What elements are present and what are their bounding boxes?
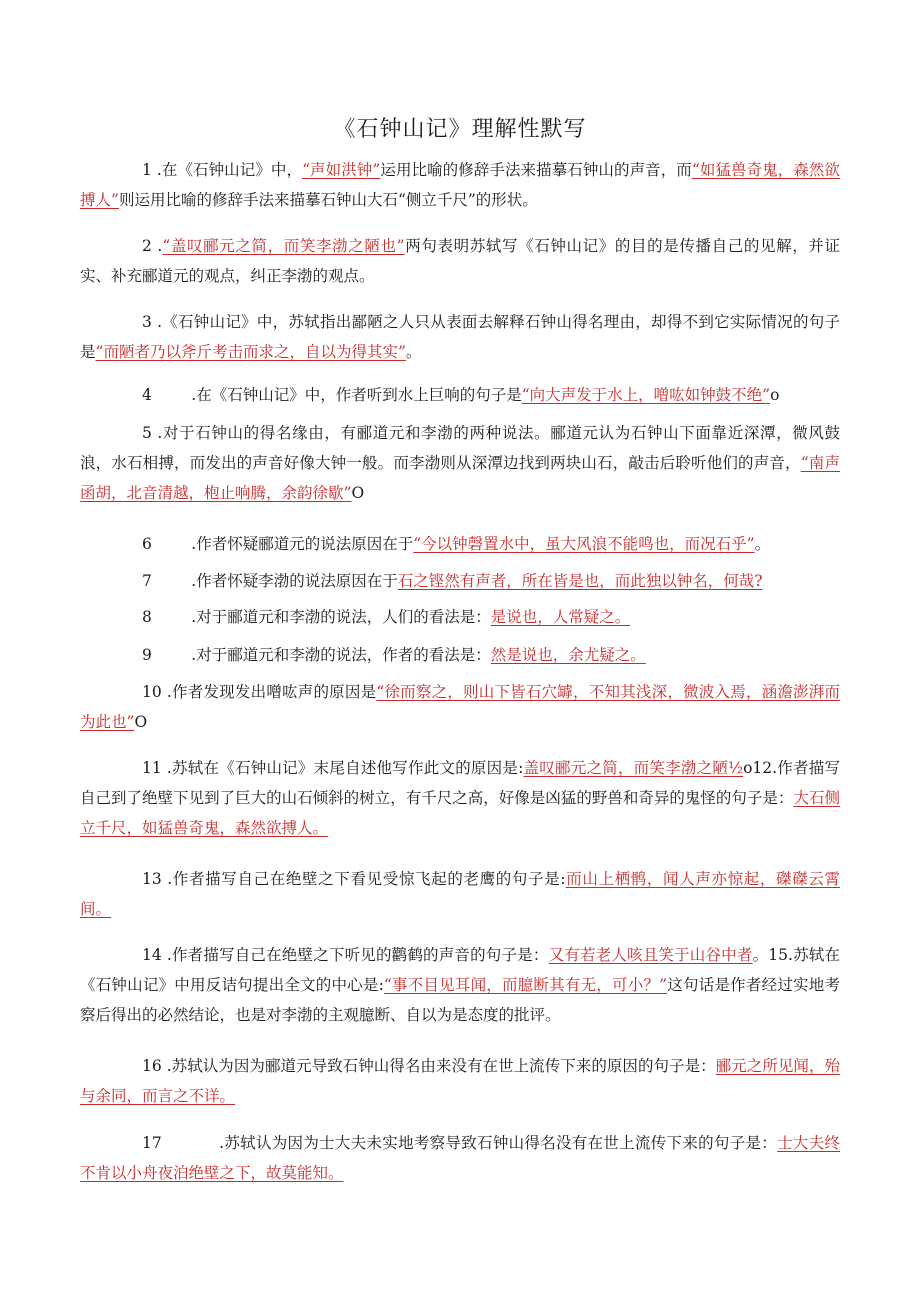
question-text: 运用比喻的修辞手法来描摹石钟山的声音，而 [380, 161, 692, 179]
answer: “声如洪钟” [302, 161, 381, 179]
question-text: 这句话是作者经过实地考察后得出的必然结论，也是对李渤的主观臆断、自以为是态度的批评。 [80, 976, 840, 1024]
question-text: O [134, 713, 148, 731]
question-1 [80, 155, 840, 215]
question-text: 在《石钟山记》中， [161, 161, 303, 179]
separator: . [161, 1134, 225, 1152]
answer: 大石侧立千尺，如猛兽奇鬼，森然欲搏人。 [80, 789, 840, 837]
question-number: 4 [142, 386, 152, 404]
separator: . [161, 683, 172, 701]
question-number: 10 [142, 683, 162, 701]
question-8 [80, 602, 840, 632]
question-2 [80, 231, 840, 291]
question-number: 16 [142, 1057, 162, 1075]
question-number: 17 [142, 1134, 162, 1152]
answer: “事不目见耳闻，而臆断其有无，可小？” [383, 976, 668, 994]
question-6 [80, 529, 840, 559]
separator: . [161, 759, 172, 777]
question-number: 6 [142, 535, 152, 553]
answer: “如猛兽奇鬼，森然欲搏人” [80, 161, 840, 209]
answer: 士大夫终不肯以小舟夜泊绝壁之下，故莫能知。 [80, 1134, 840, 1182]
question-text: 作者描写自己在绝壁之下听见的鹳鹤的声音的句子是： [171, 946, 549, 964]
question-14-15 [80, 940, 840, 1030]
answer: “盖叹郦元之简，而笑李渤之陋也” [162, 237, 405, 255]
question-number: 11 [142, 759, 162, 777]
separator: . [161, 1057, 172, 1075]
separator: . [151, 386, 197, 404]
separator: . [151, 572, 197, 590]
question-text: 则运用比喻的修辞手法来描摹石钟山大石“侧立千尺”的形状。 [118, 191, 538, 209]
separator: . [151, 161, 162, 179]
question-13 [80, 864, 840, 924]
answer: “今以钟磬置水中，虽大风浪不能鸣也，而况石乎” [413, 535, 755, 553]
question-number: 1 [142, 161, 152, 179]
question-16 [80, 1051, 840, 1111]
answer: 而山上栖鹘，闻人声亦惊起，磔磔云霄间。 [80, 870, 840, 918]
question-text: 作者发现发出噌吰声的原因是 [171, 683, 377, 701]
question-number: 9 [142, 646, 152, 664]
question-text: 苏轼认为因为郦道元导致石钟山得名由来没有在世上流传下来的原因的句子是： [171, 1057, 716, 1075]
separator: . [151, 313, 162, 331]
question-text: o12.作者描写自己到了绝壁下见到了巨大的山石倾斜的树立，有千尺之高，好像是凶猛的野兽和奇异的鬼怪的句子是： [80, 759, 840, 807]
question-number: 13 [142, 870, 162, 888]
answer: “而陋者乃以斧斤考击而求之，自以为得其实” [95, 343, 406, 361]
separator: . [161, 946, 172, 964]
question-text: o [770, 386, 780, 404]
question-number: 8 [142, 608, 152, 626]
question-text: 。 [754, 535, 771, 553]
question-9 [80, 640, 840, 670]
answer: 然是说也，余尤疑之。 [490, 646, 646, 664]
question-number: 7 [142, 572, 152, 590]
question-17 [80, 1128, 840, 1188]
question-text: 作者描写自己在绝壁之下看见受惊飞起的老鹰的句子是: [172, 870, 566, 888]
question-text: 两句表明苏轼写《石钟山记》的目的是传播自己的见解，并证实、补充郦道元的观点，纠正李渤的观点。 [80, 237, 840, 285]
separator: . [151, 237, 163, 255]
question-3 [80, 307, 840, 367]
question-text: 作者怀疑郦道元的说法原因在于 [196, 535, 414, 553]
question-number: 3 [142, 313, 152, 331]
question-10 [80, 677, 840, 737]
answer: 石之铿然有声者，所在皆是也，而此独以钟名，何哉? [397, 572, 763, 590]
question-text: 《石钟山记》中，苏轼指出鄙陋之人只从表面去解释石钟山得名理由，却得不到它实际情况的句子是 [80, 313, 840, 361]
separator: . [151, 608, 197, 626]
question-text: 。 [405, 343, 422, 361]
question-number: 5 [142, 424, 152, 442]
answer: 是说也，人常疑之。 [490, 608, 631, 626]
answer: “徐而察之，则山下皆石穴罅，不知其浅深，微波入焉，涵澹澎湃而为此也” [80, 683, 840, 731]
question-number: 2 [142, 237, 152, 255]
answer: 盖叹郦元之简，而笑李渤之陋½ [523, 759, 744, 777]
question-text: 作者怀疑李渤的说法原因在于 [196, 572, 398, 590]
question-11-12 [80, 753, 840, 843]
separator: . [151, 646, 197, 664]
answer: “向大声发于水上，噌吰如钟鼓不绝” [521, 386, 771, 404]
question-text: 在《石钟山记》中，作者听到水上巨响的句子是 [196, 386, 522, 404]
answer: 又有若老人咳且笑于山谷中者 [548, 946, 753, 964]
question-7 [80, 566, 840, 596]
question-number: 14 [142, 946, 162, 964]
answer: 郦元之所见闻，殆与余同，而言之不详。 [80, 1057, 840, 1105]
answer: “南声函胡，北音清越，枹止响腾，余韵徐歇” [80, 454, 840, 502]
question-text: O [351, 484, 365, 502]
question-text: 苏轼在《石钟山记》末尾自述他写作此文的原因是: [171, 759, 524, 777]
separator: . [151, 424, 163, 442]
page-title: 《石钟山记》理解性默写 [333, 117, 587, 142]
separator: . [161, 870, 173, 888]
question-text: 对于郦道元和李渤的说法，人们的看法是： [196, 608, 491, 626]
question-5 [80, 418, 840, 508]
question-text: 对于郦道元和李渤的说法，作者的看法是： [196, 646, 491, 664]
question-text: 苏轼认为因为士大夫未实地考察导致石钟山得名没有在世上流传下来的句子是： [224, 1134, 778, 1152]
question-4 [80, 380, 840, 410]
question-text: 对于石钟山的得名缘由，有郦道元和李渤的两种说法。郦道元认为石钟山下面靠近深潭，微风鼓浪，水石相搏，而发出的声音好像大钟一般。而李渤则从深潭边找到两块山石，敲击后聆听他们的声音， [80, 424, 840, 472]
question-text: 。15.苏轼在《石钟山记》中用反诘句提出全文的中心是: [80, 946, 840, 994]
separator: . [151, 535, 197, 553]
